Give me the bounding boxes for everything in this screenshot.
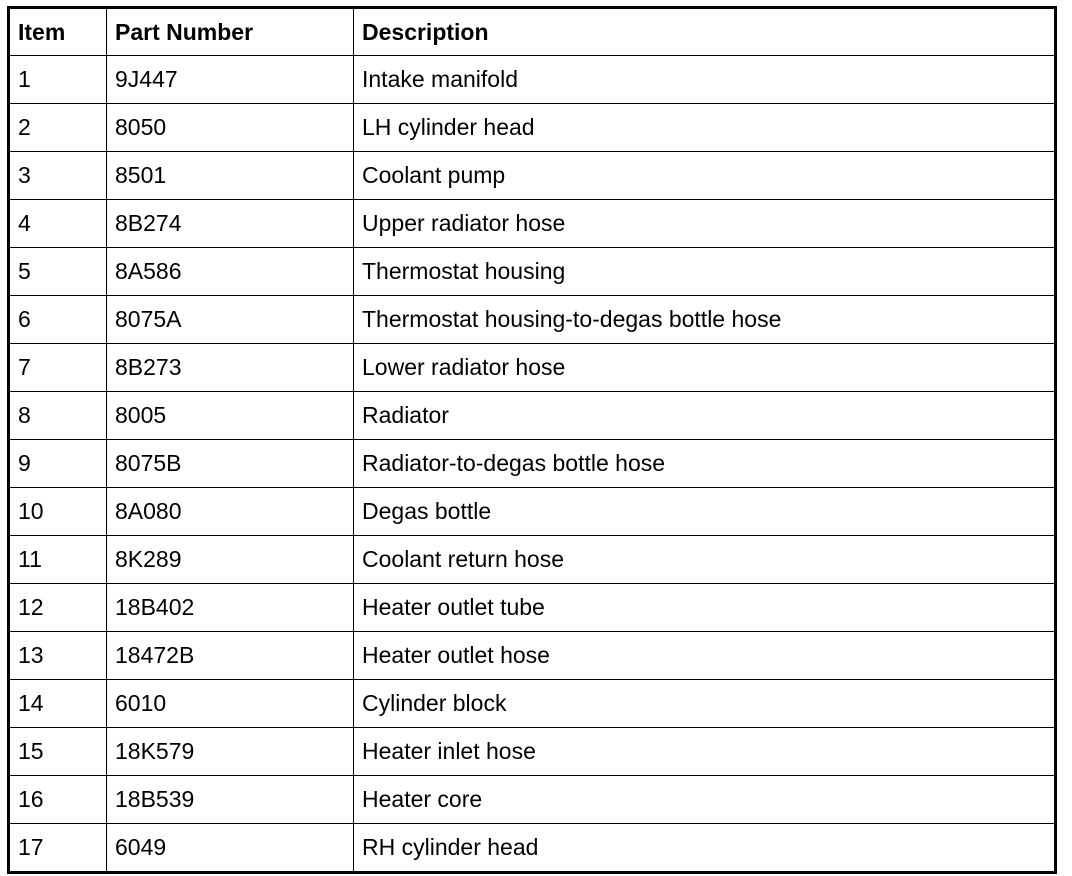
cell-item: 14 — [9, 680, 107, 728]
cell-item: 6 — [9, 296, 107, 344]
cell-part-number: 18472B — [107, 632, 354, 680]
header-description: Description — [354, 8, 1056, 56]
header-item: Item — [9, 8, 107, 56]
cell-description: Heater core — [354, 776, 1056, 824]
cell-description: Coolant return hose — [354, 536, 1056, 584]
cell-part-number: 18B539 — [107, 776, 354, 824]
cell-description: Thermostat housing — [354, 248, 1056, 296]
cell-description: Radiator-to-degas bottle hose — [354, 440, 1056, 488]
cell-description: LH cylinder head — [354, 104, 1056, 152]
cell-description: Heater outlet tube — [354, 584, 1056, 632]
cell-description: Heater outlet hose — [354, 632, 1056, 680]
cell-description: Lower radiator hose — [354, 344, 1056, 392]
cell-part-number: 8050 — [107, 104, 354, 152]
cell-item: 12 — [9, 584, 107, 632]
table-row — [9, 200, 1056, 248]
header-row — [9, 8, 1056, 56]
cell-description: Intake manifold — [354, 56, 1056, 104]
header-part-number: Part Number — [107, 8, 354, 56]
cell-item: 4 — [9, 200, 107, 248]
cell-part-number: 18K579 — [107, 728, 354, 776]
cell-part-number: 8B273 — [107, 344, 354, 392]
cell-item: 11 — [9, 536, 107, 584]
table-body — [9, 56, 1056, 873]
cell-item: 5 — [9, 248, 107, 296]
cell-item: 10 — [9, 488, 107, 536]
cell-part-number: 8075B — [107, 440, 354, 488]
table-header — [9, 8, 1056, 56]
cell-part-number: 8005 — [107, 392, 354, 440]
cell-description: Radiator — [354, 392, 1056, 440]
table-row — [9, 488, 1056, 536]
cell-item: 7 — [9, 344, 107, 392]
table-row — [9, 680, 1056, 728]
cell-description: Thermostat housing-to-degas bottle hose — [354, 296, 1056, 344]
cell-part-number: 6049 — [107, 824, 354, 873]
table-row — [9, 584, 1056, 632]
table-row — [9, 296, 1056, 344]
cell-description: RH cylinder head — [354, 824, 1056, 873]
cell-part-number: 8501 — [107, 152, 354, 200]
table-row — [9, 536, 1056, 584]
cell-item: 1 — [9, 56, 107, 104]
table-row — [9, 152, 1056, 200]
table-row — [9, 392, 1056, 440]
table-row — [9, 824, 1056, 873]
cell-item: 16 — [9, 776, 107, 824]
table-row — [9, 776, 1056, 824]
cell-item: 15 — [9, 728, 107, 776]
cell-item: 17 — [9, 824, 107, 873]
table-row — [9, 632, 1056, 680]
table-row — [9, 104, 1056, 152]
cell-part-number: 8K289 — [107, 536, 354, 584]
cell-item: 8 — [9, 392, 107, 440]
parts-table — [7, 6, 1057, 874]
table-row — [9, 248, 1056, 296]
cell-part-number: 8A080 — [107, 488, 354, 536]
cell-item: 2 — [9, 104, 107, 152]
cell-description: Degas bottle — [354, 488, 1056, 536]
cell-description: Upper radiator hose — [354, 200, 1056, 248]
cell-item: 13 — [9, 632, 107, 680]
cell-item: 9 — [9, 440, 107, 488]
table-row — [9, 440, 1056, 488]
cell-part-number: 18B402 — [107, 584, 354, 632]
cell-part-number: 6010 — [107, 680, 354, 728]
table-row — [9, 728, 1056, 776]
cell-item: 3 — [9, 152, 107, 200]
cell-description: Coolant pump — [354, 152, 1056, 200]
cell-part-number: 9J447 — [107, 56, 354, 104]
cell-description: Heater inlet hose — [354, 728, 1056, 776]
cell-part-number: 8A586 — [107, 248, 354, 296]
cell-description: Cylinder block — [354, 680, 1056, 728]
cell-part-number: 8075A — [107, 296, 354, 344]
cell-part-number: 8B274 — [107, 200, 354, 248]
table-row — [9, 56, 1056, 104]
table-row — [9, 344, 1056, 392]
